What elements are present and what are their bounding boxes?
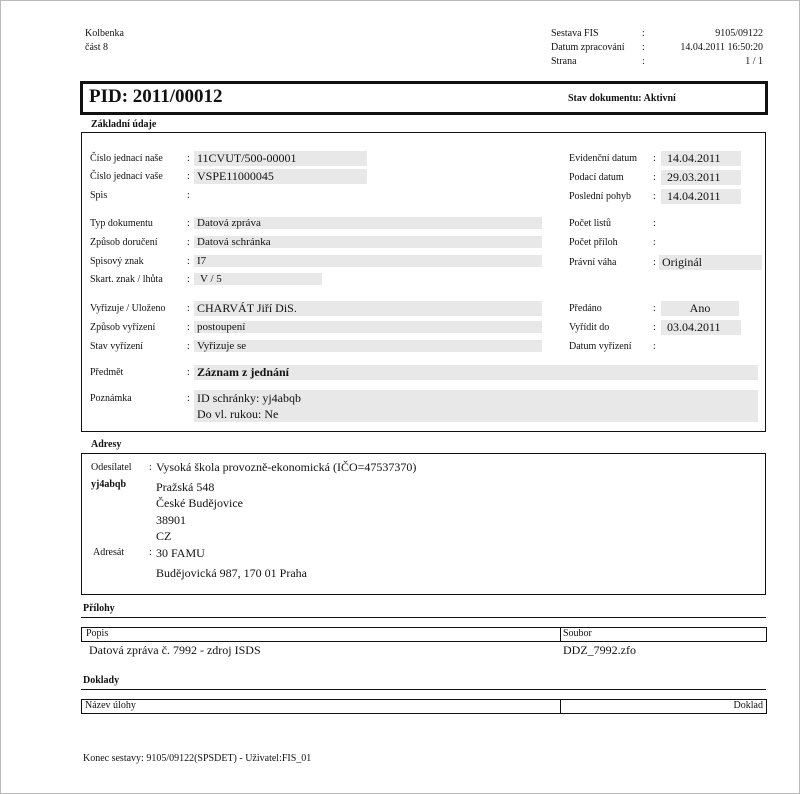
posledni-pohyb-value: 14.04.2011: [661, 189, 741, 204]
header-left-line2: část 8: [85, 42, 109, 53]
header-label-datum: Datum zpracování: [551, 42, 625, 53]
spisovy-znak-label: Spisový znak: [90, 256, 144, 267]
document-status: [568, 93, 676, 104]
vyridit-do-label: Vyřídit do: [569, 322, 610, 333]
header-left-line1: Kolbenka: [85, 28, 124, 39]
podaci-datum-value: 29.03.2011: [661, 170, 741, 185]
odesilatel-name: Vysoká škola provozně-ekonomická (IČO=47537370): [156, 460, 417, 474]
evidencni-datum-value: 14.04.2011: [661, 151, 741, 166]
attachments-divider: [81, 617, 766, 618]
vyridit-do-value: 03.04.2011: [661, 320, 741, 335]
pid-title: PID: 2011/00012: [89, 86, 223, 107]
status-label: Stav dokumentu:: [568, 93, 642, 104]
pravni-vaha-label: Právní váha: [569, 257, 617, 268]
pravni-vaha-value: Originál: [659, 255, 762, 270]
adresat-address: Budějovická 987, 170 01 Praha: [156, 566, 307, 580]
vyrizuje-value: CHARVÁT Jiří DiS.: [194, 301, 542, 316]
spis-label: Spis: [90, 190, 108, 201]
predano-value: Ano: [661, 301, 739, 316]
cislo-vase-label: Číslo jednací vaše: [90, 171, 163, 182]
header-label-strana: Strana: [551, 56, 577, 67]
pocet-priloh-label: Počet příloh: [569, 237, 618, 248]
posledni-pohyb-label: Poslední pohyb: [569, 191, 631, 202]
doklady-col-nazev: Název úlohy: [85, 700, 136, 711]
header-value-datum: 14.04.2011 16:50:20: [680, 42, 763, 53]
predmet-value: Záznam z jednání: [194, 365, 758, 380]
addresses-section-title: Adresy: [91, 439, 122, 450]
poznamka-value: [194, 390, 758, 422]
attachments-section-title: Přílohy: [83, 603, 115, 614]
pocet-listu-label: Počet listů: [569, 218, 611, 229]
zpusob-vyrizeni-label: Způsob vyřízení: [90, 322, 156, 333]
header-value-sestava: 9105/09122: [715, 28, 763, 39]
odesilatel-label: Odesílatel: [91, 462, 132, 473]
typ-dokumentu-label: Typ dokumentu: [90, 218, 153, 229]
poznamka-line1: ID schránky: yj4abqb: [197, 391, 301, 405]
datum-vyrizeni-label: Datum vyřízení: [569, 341, 632, 352]
cislo-vase-value: VSPE11000045: [194, 169, 367, 184]
header-label-sestava: Sestava FIS: [551, 28, 599, 39]
doklady-section-title: Doklady: [83, 675, 120, 686]
stav-vyrizeni-label: Stav vyřízení: [90, 341, 144, 352]
zpusob-doruceni-label: Způsob doručení: [90, 237, 158, 248]
skart-znak-value: V / 5: [194, 273, 322, 285]
odesilatel-id: yj4abqb: [91, 479, 127, 490]
cislo-nase-label: Číslo jednací naše: [90, 153, 163, 164]
poznamka-line2: Do vl. rukou: Ne: [197, 407, 279, 421]
status-value: Aktivní: [643, 93, 676, 104]
spisovy-znak-value: I7: [194, 255, 542, 267]
odesilatel-street: Pražská 548: [156, 480, 215, 494]
typ-dokumentu-value: Datová zpráva: [194, 217, 542, 229]
odesilatel-city: České Budějovice: [156, 496, 243, 510]
doklady-header: [81, 699, 767, 714]
poznamka-label: Poznámka: [90, 393, 132, 404]
zpusob-vyrizeni-value: postoupení: [194, 321, 542, 333]
report-page: Kolbenka část 8 Sestava FIS Datum zpracování Strana : : : 9105/09122 14.04.2011 16:50:20 1 / 1 PID: 2011/00012 Stav dokumentu: Aktivní Základní údaje Číslo jednací naše : 11CVUT/500-00001 Číslo jednací vaše : VSPE11000045 Spis : Typ dokumentu : Datová zpráva Způsob doručení : Datová schránka Spisový znak : I7 Skart. znak / lhůta : V / 5 Vyřizuje / Uloženo : CHARVÁT Jiří DiS. Způsob vyřízení : postoupení Stav vyřízení : Vyřizuje se Předmět : Záznam z jednání Poznámka : ID schránky: yj4abqb Do vl. rukou: Ne Evidenční datum : 14.04.2011 Podací datum : 29.03.2011 Poslední pohyb : 14.04.2011 Počet listů : Počet příloh : Právní váha : Originál Předáno : Ano Vyřídit do : 03.04.2011 Datum vyřízení : Adresy Odesílatel : Vysoká škola provozně-ekonomická (IČO=47537370) yj4abqb Pražská 548 České Budějovice 38901 CZ Adresát : 30 FAMU Budějovická 987, 170 01 Praha Přílohy Popis Soubor Datová zpráva č. 7992 - zdroj ISDS DDZ_7992.zfo Doklady Název úlohy Doklad Konec sestavy: 9105/09122(SPSDET) - Uživatel:FIS_01: [0, 0, 800, 794]
attachments-header: [81, 627, 767, 642]
vyrizuje-label: Vyřizuje / Uloženo: [90, 303, 166, 314]
report-footer: Konec sestavy: 9105/09122(SPSDET) - Uživatel:FIS_01: [83, 753, 312, 764]
evidencni-datum-label: Evidenční datum: [569, 153, 638, 164]
doklady-col-doklad: Doklad: [733, 700, 763, 711]
skart-znak-label: Skart. znak / lhůta: [90, 274, 163, 285]
attachments-col-popis: Popis: [86, 628, 109, 639]
adresat-label: Adresát: [93, 547, 125, 558]
odesilatel-zip: 38901: [156, 513, 186, 527]
header-value-strana: 1 / 1: [745, 56, 763, 67]
adresat-name: 30 FAMU: [156, 546, 205, 560]
cislo-nase-value: 11CVUT/500-00001: [194, 151, 367, 166]
podaci-datum-label: Podací datum: [569, 172, 624, 183]
basic-section-title: Základní údaje: [91, 119, 157, 130]
attachment-row-soubor[interactable]: DDZ_7992.zfo: [563, 643, 636, 657]
predano-label: Předáno: [569, 303, 602, 314]
predmet-label: Předmět: [90, 367, 124, 378]
stav-vyrizeni-value: Vyřizuje se: [194, 340, 542, 352]
attachments-col-soubor: Soubor: [563, 628, 592, 639]
zpusob-doruceni-value: Datová schránka: [194, 236, 542, 248]
odesilatel-country: CZ: [156, 529, 172, 543]
doklady-divider: [81, 689, 766, 690]
attachment-row-popis: Datová zpráva č. 7992 - zdroj ISDS: [89, 643, 261, 657]
